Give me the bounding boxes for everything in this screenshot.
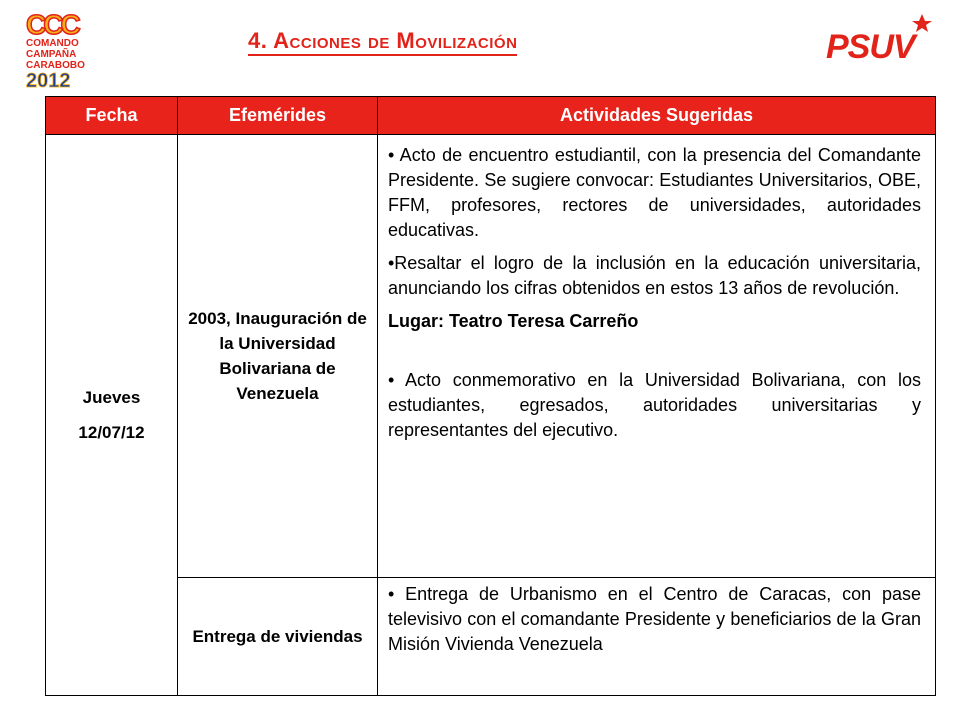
header-efemerides: Efemérides: [178, 97, 378, 135]
fecha-day: Jueves: [82, 388, 141, 407]
logo-carabobo-text: CARABOBO: [26, 60, 85, 71]
activities-cell: [378, 578, 936, 696]
logo-comando-text: COMANDO: [26, 38, 79, 49]
logo-year-text: 2012: [26, 70, 71, 90]
activity-item: • Acto conmemorativo en la Universidad Bolivariana, con los estudiantes, egresados, autoridades universitarias y representantes del ejecutivo.: [388, 370, 921, 440]
activity-item: •Resaltar el logro de la inclusión en la educación universitaria, anunciando los cifras obtenidos en estos 13 años de revolución.: [388, 253, 921, 298]
slide-title-text: 4. Acciones de Movilización: [248, 28, 518, 53]
activities-cell: [378, 135, 936, 578]
header-actividades: Actividades Sugeridas: [378, 97, 936, 135]
psuv-logo-text: PSUV: [826, 28, 915, 62]
header-fecha: Fecha: [46, 97, 178, 135]
efemeride-cell: 2003, Inauguración de la Universidad Bolivariana de Venezuela: [178, 135, 378, 578]
activity-item: • Acto de encuentro estudiantil, con la presencia del Comandante Presidente. Se sugiere convocar: Estudiantes Universitarios, OBE, FFM, profesores, rectores de universidades, autoridades educativas.: [388, 145, 921, 240]
activity-item: • Entrega de Urbanismo en el Centro de Caracas, con pase televisivo con el comandante Presidente y beneficiarios de la Gran Misión Vivienda Venezuela: [388, 584, 921, 654]
title-underline: [248, 54, 517, 56]
activities-table: [45, 96, 936, 696]
efemeride-cell: Entrega de viviendas: [178, 578, 378, 696]
table-row: [46, 135, 936, 578]
logo-campana-text: CAMPAÑA: [26, 49, 77, 60]
activity-location: Lugar: Teatro Teresa Carreño: [388, 311, 639, 331]
comando-campana-logo: [22, 10, 112, 90]
fecha-cell: [46, 135, 178, 696]
fecha-date: 12/07/12: [78, 423, 145, 442]
slide-title: [248, 28, 517, 54]
logo-ccc-text: CCC: [26, 10, 78, 40]
table-row: [46, 578, 936, 696]
table-header-row: [46, 97, 936, 135]
psuv-star-icon: [912, 14, 932, 32]
psuv-logo: [824, 12, 944, 62]
